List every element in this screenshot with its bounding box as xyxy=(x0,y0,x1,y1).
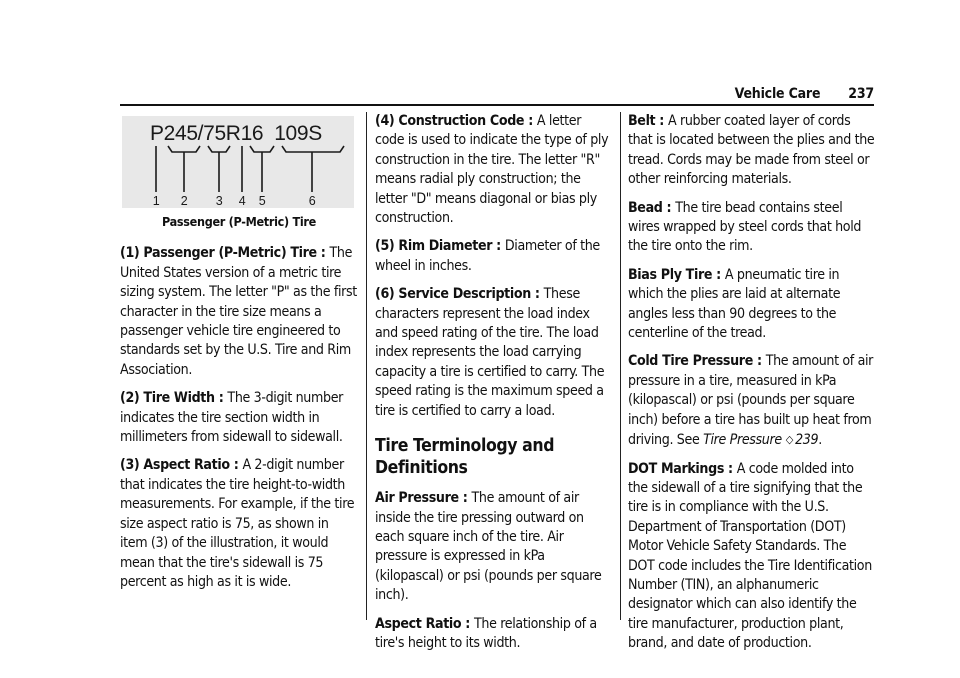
definition-text: The amount of air pressure in a tire, measured in kPa (kilopascal) or psi (pounds per square inch) before a tire has built up heat from driving. See xyxy=(628,353,874,449)
definition-paragraph xyxy=(120,389,358,447)
term-separator: : xyxy=(528,113,533,129)
definition-term: Bead xyxy=(628,199,663,216)
definition-term: (1) Passenger (P-Metric) Tire xyxy=(120,245,317,262)
tire-code-text: P245/75R16 109S xyxy=(150,122,322,145)
column-1-paragraphs xyxy=(120,244,358,592)
definition-paragraph xyxy=(628,266,876,344)
column-divider xyxy=(620,112,621,620)
definition-term: (5) Rim Diameter xyxy=(375,238,493,255)
tire-size-diagram xyxy=(122,116,354,208)
term-separator: : xyxy=(218,390,224,407)
definition-paragraph xyxy=(628,460,876,654)
cross-reference-link[interactable]: Tire Pressure xyxy=(703,432,782,449)
term-separator: : xyxy=(659,113,665,129)
definition-text: The amount of air inside the tire pressing outward on each square inch of the tire. Air pressure is expressed in kPa (kilopascal) or psi (pounds per square inch). xyxy=(375,490,602,604)
column-1 xyxy=(120,112,358,601)
definition-term: Cold Tire Pressure xyxy=(628,353,753,370)
callout-number: 4 xyxy=(238,194,246,208)
definition-text: These characters represent the load index and speed rating of the tire. The load index represents the load carrying capacity a tire is certified to carry. The speed rating is the maximum speed a tire is certified to carry a load. xyxy=(375,286,605,419)
definition-term: Air Pressure xyxy=(375,490,459,507)
definition-paragraph xyxy=(120,244,358,380)
definition-text: The 3-digit number indicates the tire section width in millimeters from sidewall to sidewall. xyxy=(120,390,344,446)
definition-text: A code molded into the sidewall of a tire signifying that the tire is in compliance with the U.S. Department of Transportation (DOT) Motor Vehicle Safety Standards. The DOT code includes the Tire Identification Number (TIN), an alphanumeric designator which can also identify the tire manufacturer, production plant, brand, and date of production. xyxy=(628,460,872,652)
definition-text: The relationship of a tire's height to its width. xyxy=(375,615,597,651)
column-3 xyxy=(628,112,876,663)
callout-number: 1 xyxy=(152,194,160,208)
page-reference-icon: ◇ xyxy=(785,433,794,447)
reference-punctuation: . xyxy=(818,432,822,449)
column-2 xyxy=(375,112,613,662)
term-separator: : xyxy=(666,199,672,216)
definition-paragraph xyxy=(375,615,613,654)
header-rule xyxy=(120,104,874,106)
callout-number: 3 xyxy=(215,194,223,208)
page-header xyxy=(120,86,874,102)
terminology-paragraphs xyxy=(375,489,613,653)
definition-paragraph xyxy=(628,352,876,450)
column-2-paragraphs xyxy=(375,112,613,421)
definition-term: Bias Ply Tire xyxy=(628,266,713,283)
term-separator: : xyxy=(233,457,239,474)
reference-page-number[interactable]: 239 xyxy=(795,432,819,449)
term-separator: : xyxy=(716,266,721,283)
definition-text: A pneumatic tire in which the plies are laid at alternate angles less than 90 degrees to the centerline of the tread. xyxy=(628,266,841,342)
definition-paragraph xyxy=(375,489,613,605)
definition-paragraph xyxy=(628,199,876,257)
tire-size-figure xyxy=(122,116,354,208)
term-separator: : xyxy=(728,460,733,477)
definition-term: Belt xyxy=(628,113,656,129)
section-title: Vehicle Care xyxy=(734,86,821,102)
callout-number: 6 xyxy=(308,194,316,208)
term-separator: : xyxy=(465,615,471,632)
section-heading: Tire Terminology and Definitions xyxy=(375,436,555,479)
definition-text: Diameter of the wheel in inches. xyxy=(375,238,600,274)
term-separator: : xyxy=(462,490,468,507)
definition-text: A letter code is used to indicate the type of ply construction in the tire. The letter "R" means radial ply construction; the letter "D" means diagonal or bias ply construction. xyxy=(375,113,609,227)
definition-text: A 2-digit number that indicates the tire height-to-width measurements. For example, if the tire size aspect ratio is 75, as shown in item (3) of the illustration, it would mean that the tire's sidewall is 75 percent as high as it is wide. xyxy=(120,457,355,590)
page-number: 237 xyxy=(848,86,874,102)
term-separator: : xyxy=(756,353,762,370)
term-separator: : xyxy=(534,286,540,303)
definition-term: (4) Construction Code xyxy=(375,113,525,129)
figure-caption: Passenger (P-Metric) Tire xyxy=(161,214,316,229)
callout-number: 2 xyxy=(180,194,188,208)
column-divider xyxy=(366,112,367,620)
definition-paragraph xyxy=(375,112,613,228)
definition-text: The United States version of a metric tire sizing system. The letter "P" as the first character in the tire size means a passenger vehicle tire engineered to standards set by the U.S. Tire and Rim Association. xyxy=(120,245,357,378)
definition-paragraph xyxy=(375,285,613,421)
definition-text: The tire bead contains steel wires wrapped by steel cords that hold the tire onto the rim. xyxy=(628,199,862,255)
definition-paragraph xyxy=(120,456,358,592)
callout-number: 5 xyxy=(258,194,266,208)
column-3-paragraphs xyxy=(628,112,876,654)
definition-term: (3) Aspect Ratio xyxy=(120,457,230,474)
definition-term: (2) Tire Width xyxy=(120,390,215,407)
definition-paragraph xyxy=(375,237,613,276)
term-separator: : xyxy=(320,245,326,262)
definition-term: Aspect Ratio xyxy=(375,615,462,632)
definition-paragraph xyxy=(628,112,876,190)
term-separator: : xyxy=(496,238,501,255)
definition-term: (6) Service Description xyxy=(375,286,531,303)
definition-text: A rubber coated layer of cords that is located between the plies and the tread. Cords may be made from steel or other reinforcing materials. xyxy=(628,113,875,188)
definition-term: DOT Markings xyxy=(628,460,725,477)
